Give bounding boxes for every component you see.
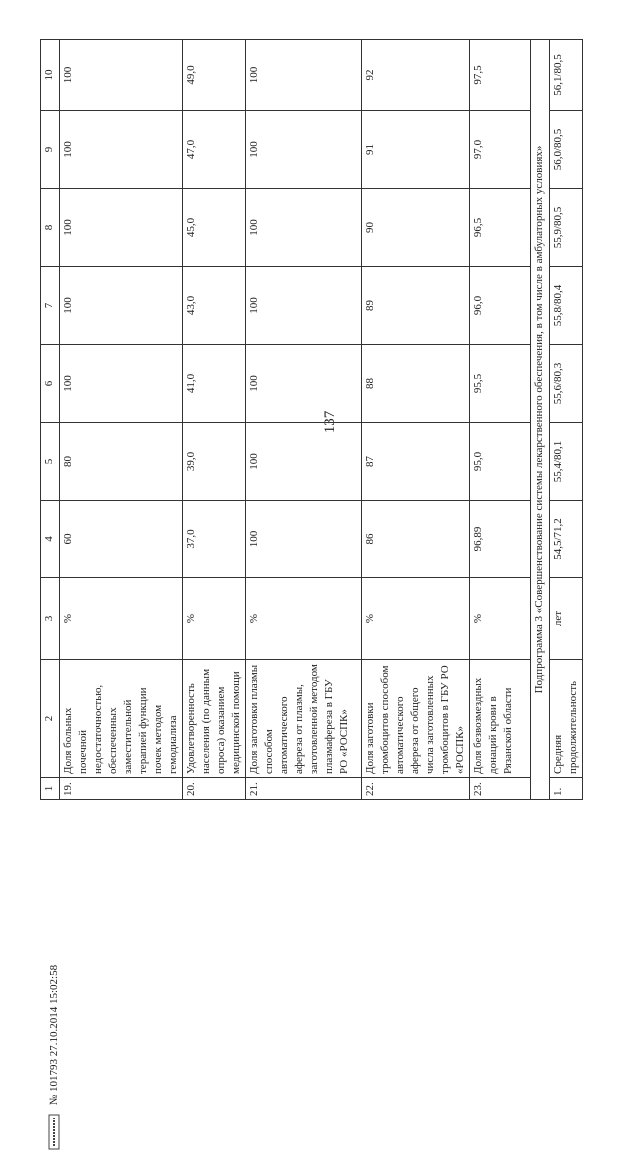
value-cell: 100 [246,345,362,423]
value-cell: 100 [60,40,183,111]
value-cell: 89 [362,267,470,345]
row-number: 21. [246,778,362,800]
col-header: 8 [41,189,60,267]
value-cell: 55,4/80,1 [550,423,583,501]
row-number: 1. [550,778,583,800]
table-row [362,40,470,800]
indicator-name: Доля безвозмездных донаций крови в Рязанской области [470,660,531,778]
value-cell: 96,89 [470,501,531,578]
row-number: 20. [183,778,246,800]
indicator-name: Доля заготовки тромбоцитов способом автоматического афереза от общего числа заготовленных тромбоцитов в ГБУ РО «РОСПК» [362,660,470,778]
col-header: 7 [41,267,60,345]
value-cell: 88 [362,345,470,423]
value-cell: 55,6/80,3 [550,345,583,423]
value-cell: 100 [246,189,362,267]
col-header: 10 [41,40,60,111]
header-row [41,40,60,800]
value-cell: 80 [60,423,183,501]
value-cell: 39,0 [183,423,246,501]
registration-stamp [40,880,68,1150]
value-cell: 100 [60,345,183,423]
col-header: 4 [41,501,60,578]
indicator-name: Доля заготовки плазмы способом автоматического афереза от плазмы, заготовленной методом плазмафереза в ГБУ РО «РОСПК» [246,660,362,778]
value-cell: 100 [60,189,183,267]
col-header: 1 [41,778,60,800]
table-row [470,40,531,800]
value-cell: 87 [362,423,470,501]
value-cell: 100 [246,111,362,189]
unit-cell: лет [550,578,583,660]
value-cell: 100 [246,40,362,111]
value-cell: 97,0 [470,111,531,189]
value-cell: 100 [60,111,183,189]
table-row [183,40,246,800]
value-cell: 90 [362,189,470,267]
value-cell: 45,0 [183,189,246,267]
value-cell: 100 [246,501,362,578]
value-cell: 92 [362,40,470,111]
subprogram-row [531,40,550,800]
unit-cell: % [362,578,470,660]
table-row [550,40,583,800]
value-cell: 96,5 [470,189,531,267]
unit-cell: % [470,578,531,660]
value-cell: 100 [246,267,362,345]
page-number: 137 [322,410,338,434]
col-header: 2 [41,660,60,778]
col-header: 3 [41,578,60,660]
unit-cell: % [60,578,183,660]
value-cell: 37,0 [183,501,246,578]
value-cell: 95,5 [470,345,531,423]
value-cell: 100 [246,423,362,501]
stamp-text: № 101793 27.10.2014 15:02:58 [48,964,60,1106]
unit-cell: % [246,578,362,660]
indicator-name: Удовлетворенность населения (по данным опроса) оказанием медицинской помощи [183,660,246,778]
stamp-logo-icon [45,1114,63,1150]
col-header: 6 [41,345,60,423]
table-row [60,40,183,800]
value-cell: 56,1/80,5 [550,40,583,111]
rotated-table-area [40,40,640,796]
value-cell: 96,0 [470,267,531,345]
indicator-name: Средняя продолжительность [550,660,583,778]
unit-cell: % [183,578,246,660]
table-row [246,40,362,800]
col-header: 9 [41,111,60,189]
value-cell: 56,0/80,5 [550,111,583,189]
value-cell: 54,5/71,2 [550,501,583,578]
subprogram-title: Подпрограмма 3 «Совершенствование системы лекарственного обеспечения, в том числе в амбулаторных условиях» [531,40,550,800]
value-cell: 43,0 [183,267,246,345]
col-header: 5 [41,423,60,501]
value-cell: 49,0 [183,40,246,111]
value-cell: 55,8/80,4 [550,267,583,345]
value-cell: 86 [362,501,470,578]
indicators-table [40,39,583,800]
value-cell: 47,0 [183,111,246,189]
value-cell: 97,5 [470,40,531,111]
value-cell: 60 [60,501,183,578]
value-cell: 100 [60,267,183,345]
indicator-name: Доля больных почечной недостаточностью, обеспеченных заместительной терапией функции почек методом гемодиализа [60,660,183,778]
row-number: 19. [60,778,183,800]
value-cell: 55,9/80,5 [550,189,583,267]
value-cell: 95,0 [470,423,531,501]
value-cell: 41,0 [183,345,246,423]
value-cell: 91 [362,111,470,189]
row-number: 22. [362,778,470,800]
row-number: 23. [470,778,531,800]
